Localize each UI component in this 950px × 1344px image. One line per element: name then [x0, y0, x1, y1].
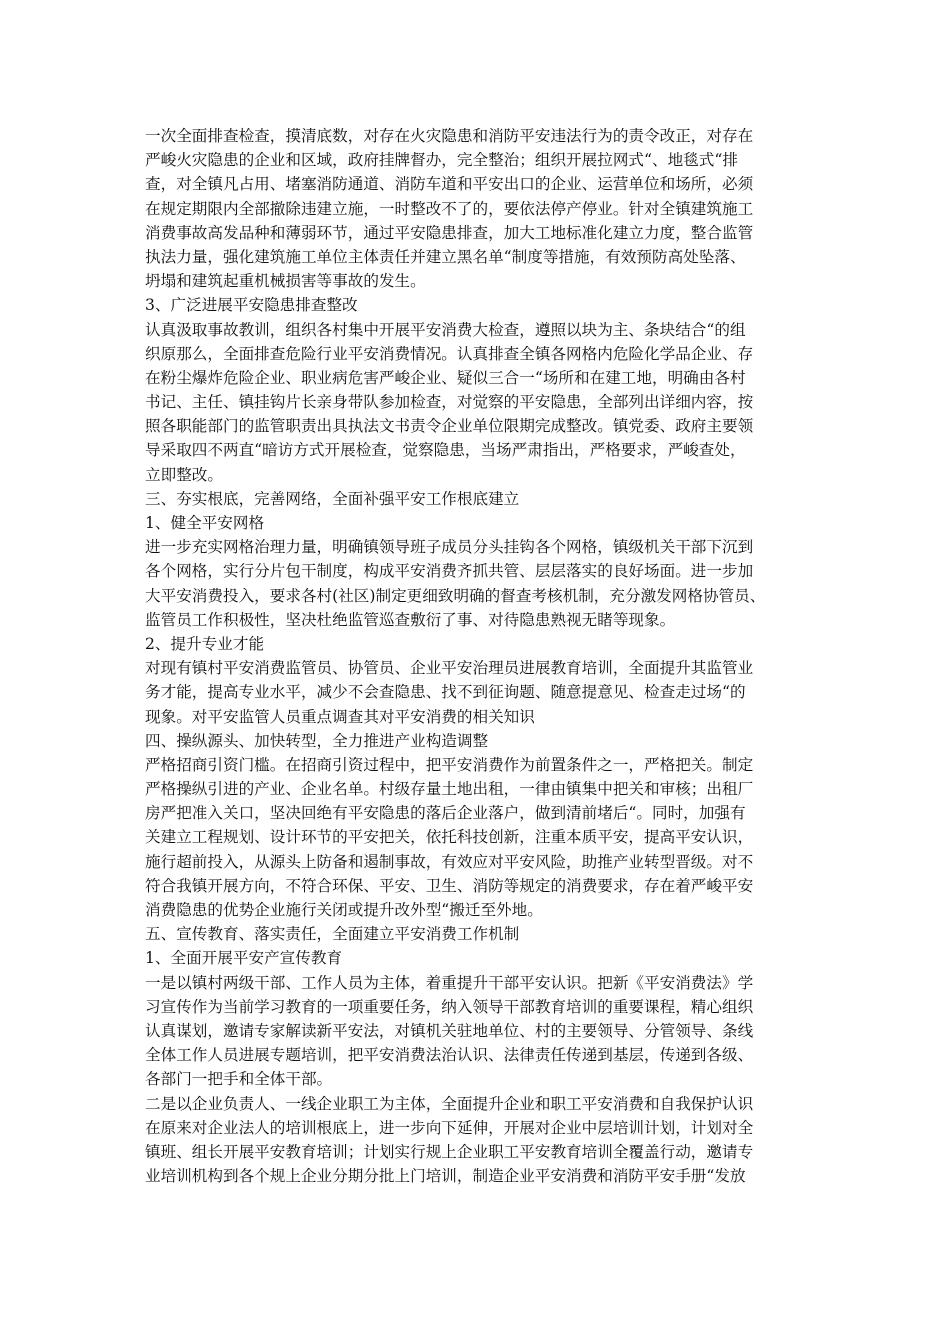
- text-line: 立即整改。: [145, 465, 223, 484]
- text-line: 在粉尘爆炸危险企业、职业病危害严峻企业、疑似三合一“场所和在建工地，明确由各村: [145, 368, 746, 387]
- text-line: 照各职能部门的监管职责出具执法文书责令企业单位限期完成整改。镇党委、政府主要领: [145, 417, 754, 436]
- text-line: 施行超前投入，从源头上防备和遏制事故，有效应对平安风险，助推产业转型晋级。对不: [145, 852, 754, 871]
- text-line: 监管员工作积极性，坚决杜绝监管巡查敷衍了事、对待隐患熟视无睹等现象。: [145, 610, 676, 629]
- text-line: 五、宣传教育、落实责任，全面建立平安消费工作机制: [145, 925, 520, 944]
- text-line: 在原来对企业法人的培训根底上，进一步向下延伸，开展对企业中层培训计划，计划对全: [145, 1118, 754, 1137]
- text-line: 书记、主任、镇挂钩片长亲身带队参加检查，对觉察的平安隐患，全部列出详细内容，按: [145, 393, 754, 412]
- text-line: 1、健全平安网格: [145, 514, 265, 532]
- text-line: 严格招商引资门槛。在招商引资过程中，把平安消费作为前置条件之一，严格把关。制定: [145, 755, 754, 774]
- text-line: 坍塌和建筑起重机械损害等事故的发生。: [145, 272, 426, 291]
- text-line: 三、夯实根底，完善网络，全面补强平安工作根底建立: [145, 489, 520, 508]
- text-line: 严格操纵引进的产业、企业名单。村级存量土地出租，一律由镇集中把关和审核；出租厂: [145, 780, 754, 799]
- text-line: 大平安消费投入，要求各村(社区)制定更细致明确的督查考核机制，充分激发网格协管员、: [145, 586, 766, 605]
- text-line: 业培训机构到各个规上企业分期分批上门培训，制造企业平安消费和消防平安手册“发放: [145, 1167, 746, 1186]
- text-line: 一是以镇村两级干部、工作人员为主体，着重提升干部平安认识。把新《平安消费法》学: [145, 973, 754, 992]
- text-line: 务才能，提高专业水平，减少不会查隐患、找不到征询题、随意提意见、检查走过场“的: [145, 683, 746, 702]
- text-line: 二是以企业负责人、一线企业职工为主体，全面提升企业和职工平安消费和自我保护认识: [145, 1094, 754, 1113]
- document-page: [145, 124, 815, 1188]
- text-line: 在规定期限内全部撤除违建立施，一时整改不了的，要依法停产停业。针对全镇建筑施工: [145, 199, 754, 218]
- text-line: 消费隐患的优势企业施行关闭或提升改外型“搬迁至外地。: [145, 901, 543, 919]
- text-line: 关建立工程规划、设计环节的平安把关，依托科技创新，注重本质平安，提高平安认识，: [145, 828, 754, 847]
- text-line: 现象。对平安监管人员重点调查其对平安消费的相关知识: [145, 707, 535, 726]
- text-line: 进一步充实网格治理力量，明确镇领导班子成员分头挂钩各个网格，镇级机关干部下沉到: [145, 538, 754, 557]
- text-line: 织原那么，全面排查危险行业平安消费情况。认真排查全镇各网格内危险化学品企业、存: [145, 344, 754, 363]
- text-line: 消费事故高发品种和薄弱环节，通过平安隐患排查，加大工地标准化建立力度，整合监管: [145, 223, 754, 242]
- text-line: 全体工作人员进展专题培训，把平安消费法治认识、法律责任传递到基层，传递到各级、: [145, 1046, 754, 1065]
- text-line: 习宣传作为当前学习教育的一项重要任务，纳入领导干部教育培训的重要课程，精心组织: [145, 997, 754, 1016]
- text-line: 1、全面开展平安产宣传教育: [145, 949, 343, 968]
- text-line: 房严把准入关口，坚决回绝有平安隐患的落后企业落户，做到清前堵后“。同时，加强有: [145, 804, 746, 823]
- text-line: 各个网格，实行分片包干制度，构成平安消费齐抓共管、层层落实的良好场面。进一步加: [145, 562, 754, 581]
- text-line: 认真谋划，邀请专家解读新平安法，对镇机关驻地单位、村的主要领导、分管领导、条线: [145, 1021, 754, 1040]
- text-line: 符合我镇开展方向，不符合环保、平安、卫生、消防等规定的消费要求，存在着严峻平安: [145, 876, 754, 895]
- text-line: 2、提升专业才能: [145, 634, 265, 653]
- text-line: 一次全面排查检查，摸清底数，对存在火灾隐患和消防平安违法行为的责令改正，对存在: [145, 127, 754, 145]
- text-line: 导采取四不两直“暗访方式开展检查，觉察隐患，当场严肃指出，严格要求，严峻查处，: [145, 441, 746, 460]
- text-line: 执法力量，强化建筑施工单位主体责任并建立黑名单“制度等措施，有效预防高处坠落、: [145, 247, 746, 266]
- text-line: 认真汲取事故教训，组织各村集中开展平安消费大检查，遵照以块为主、条块结合“的组: [145, 320, 746, 339]
- text-line: 3、广泛进展平安隐患排查整改: [145, 296, 358, 315]
- text-line: 对现有镇村平安消费监管员、协管员、企业平安治理员进展教育培训，全面提升其监管业: [145, 659, 754, 678]
- text-line: 严峻火灾隐患的企业和区域，政府挂牌督办，完全整治；组织开展拉网式“、地毯式“排: [145, 151, 738, 170]
- text-line: 查，对全镇凡占用、堵塞消防通道、消防车道和平安出口的企业、运营单位和场所，必须: [145, 175, 754, 194]
- text-line: 各部门一把手和全体干部。: [145, 1070, 333, 1089]
- text-line: 四、操纵源头、加快转型，全力推进产业构造调整: [145, 731, 489, 750]
- text-line: 镇班、组长开展平安教育培训；计划实行规上企业职工平安教育培训全覆盖行动，邀请专: [145, 1142, 754, 1161]
